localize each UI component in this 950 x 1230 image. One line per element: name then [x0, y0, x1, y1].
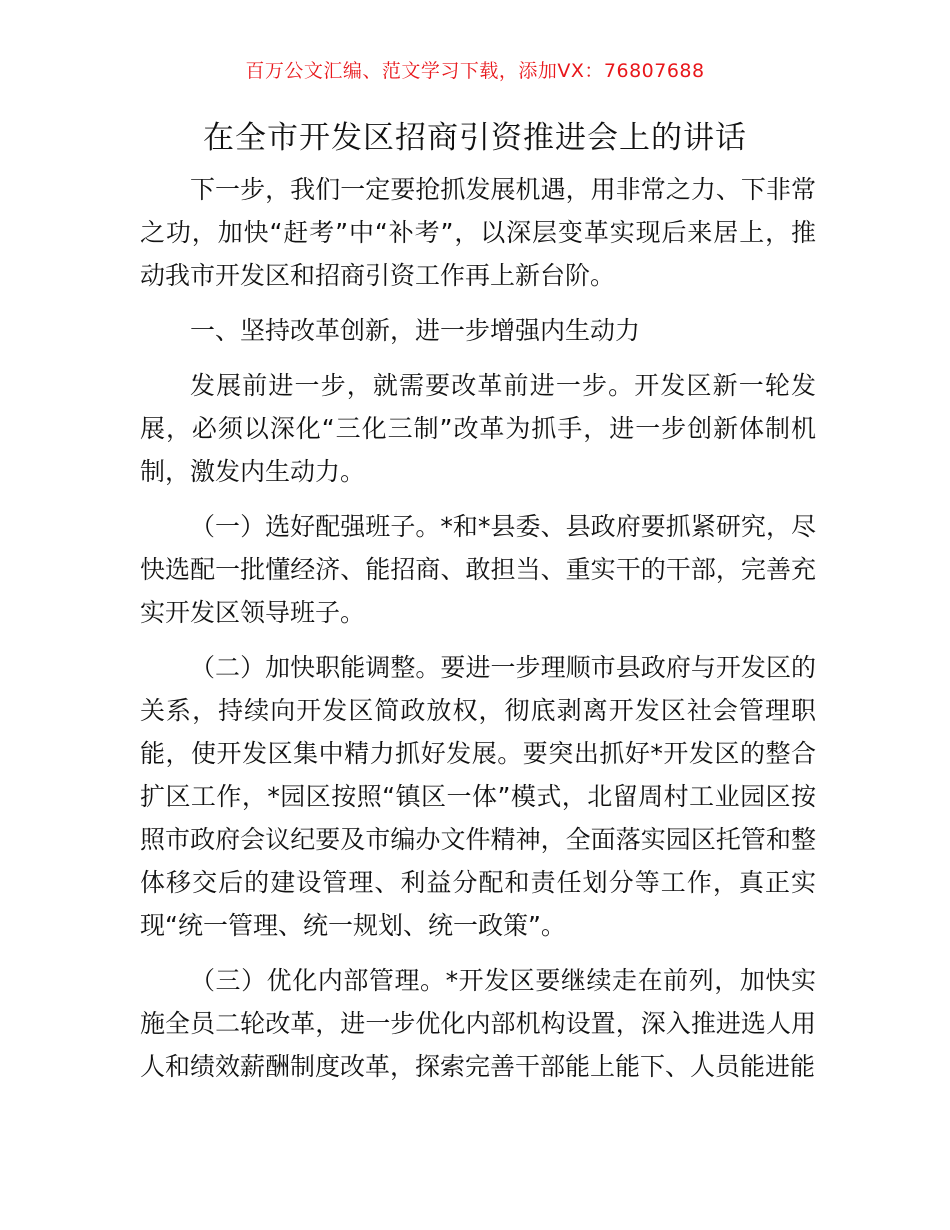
section-heading-1: 一、坚持改革创新，进一步增强内生动力: [190, 316, 641, 345]
document-body: [140, 168, 816, 1100]
document-title: 在全市开发区招商引资推进会上的讲话: [203, 120, 747, 156]
paragraph-item-2: （二）加快职能调整。要进一步理顺市县政府与开发区的关系，持续向开发区简政放权，彻底剥离开发区社会管理职能，使开发区集中精力抓好发展。要突出抓好*开发区的整合扩区工作，*园区按照“镇区一体”模式，北留周村工业园区按照市政府会议纪要及市编办文件精神，全面落实园区托管和整体移交后的建设管理、利益分配和责任划分等工作，真正实现“统一管理、统一规划、统一政策”。: [140, 653, 816, 940]
paragraph-intro: 下一步，我们一定要抢抓发展机遇，用非常之力、下非常之功，加快“赶考”中“补考”，以深层变革实现后来居上，推动我市开发区和招商引资工作再上新台阶。: [140, 175, 816, 290]
paragraph-item-3: （三）优化内部管理。*开发区要继续走在前列，加快实施全员二轮改革，进一步优化内部机构设置，深入推进选人用人和绩效薪酬制度改革，探索完善干部能上能下、人员能进能: [140, 966, 816, 1081]
paragraph-section-1-intro: 发展前进一步，就需要改革前进一步。开发区新一轮发展，必须以深化“三化三制”改革为抓手，进一步创新体制机制，激发内生动力。: [140, 371, 816, 486]
paragraph-item-1: （一）选好配强班子。*和*县委、县政府要抓紧研究，尽快选配一批懂经济、能招商、敢担当、重实干的干部，完善充实开发区领导班子。: [140, 512, 816, 627]
download-banner: 百万公文汇编、范文学习下载，添加VX：76807688: [245, 60, 705, 82]
